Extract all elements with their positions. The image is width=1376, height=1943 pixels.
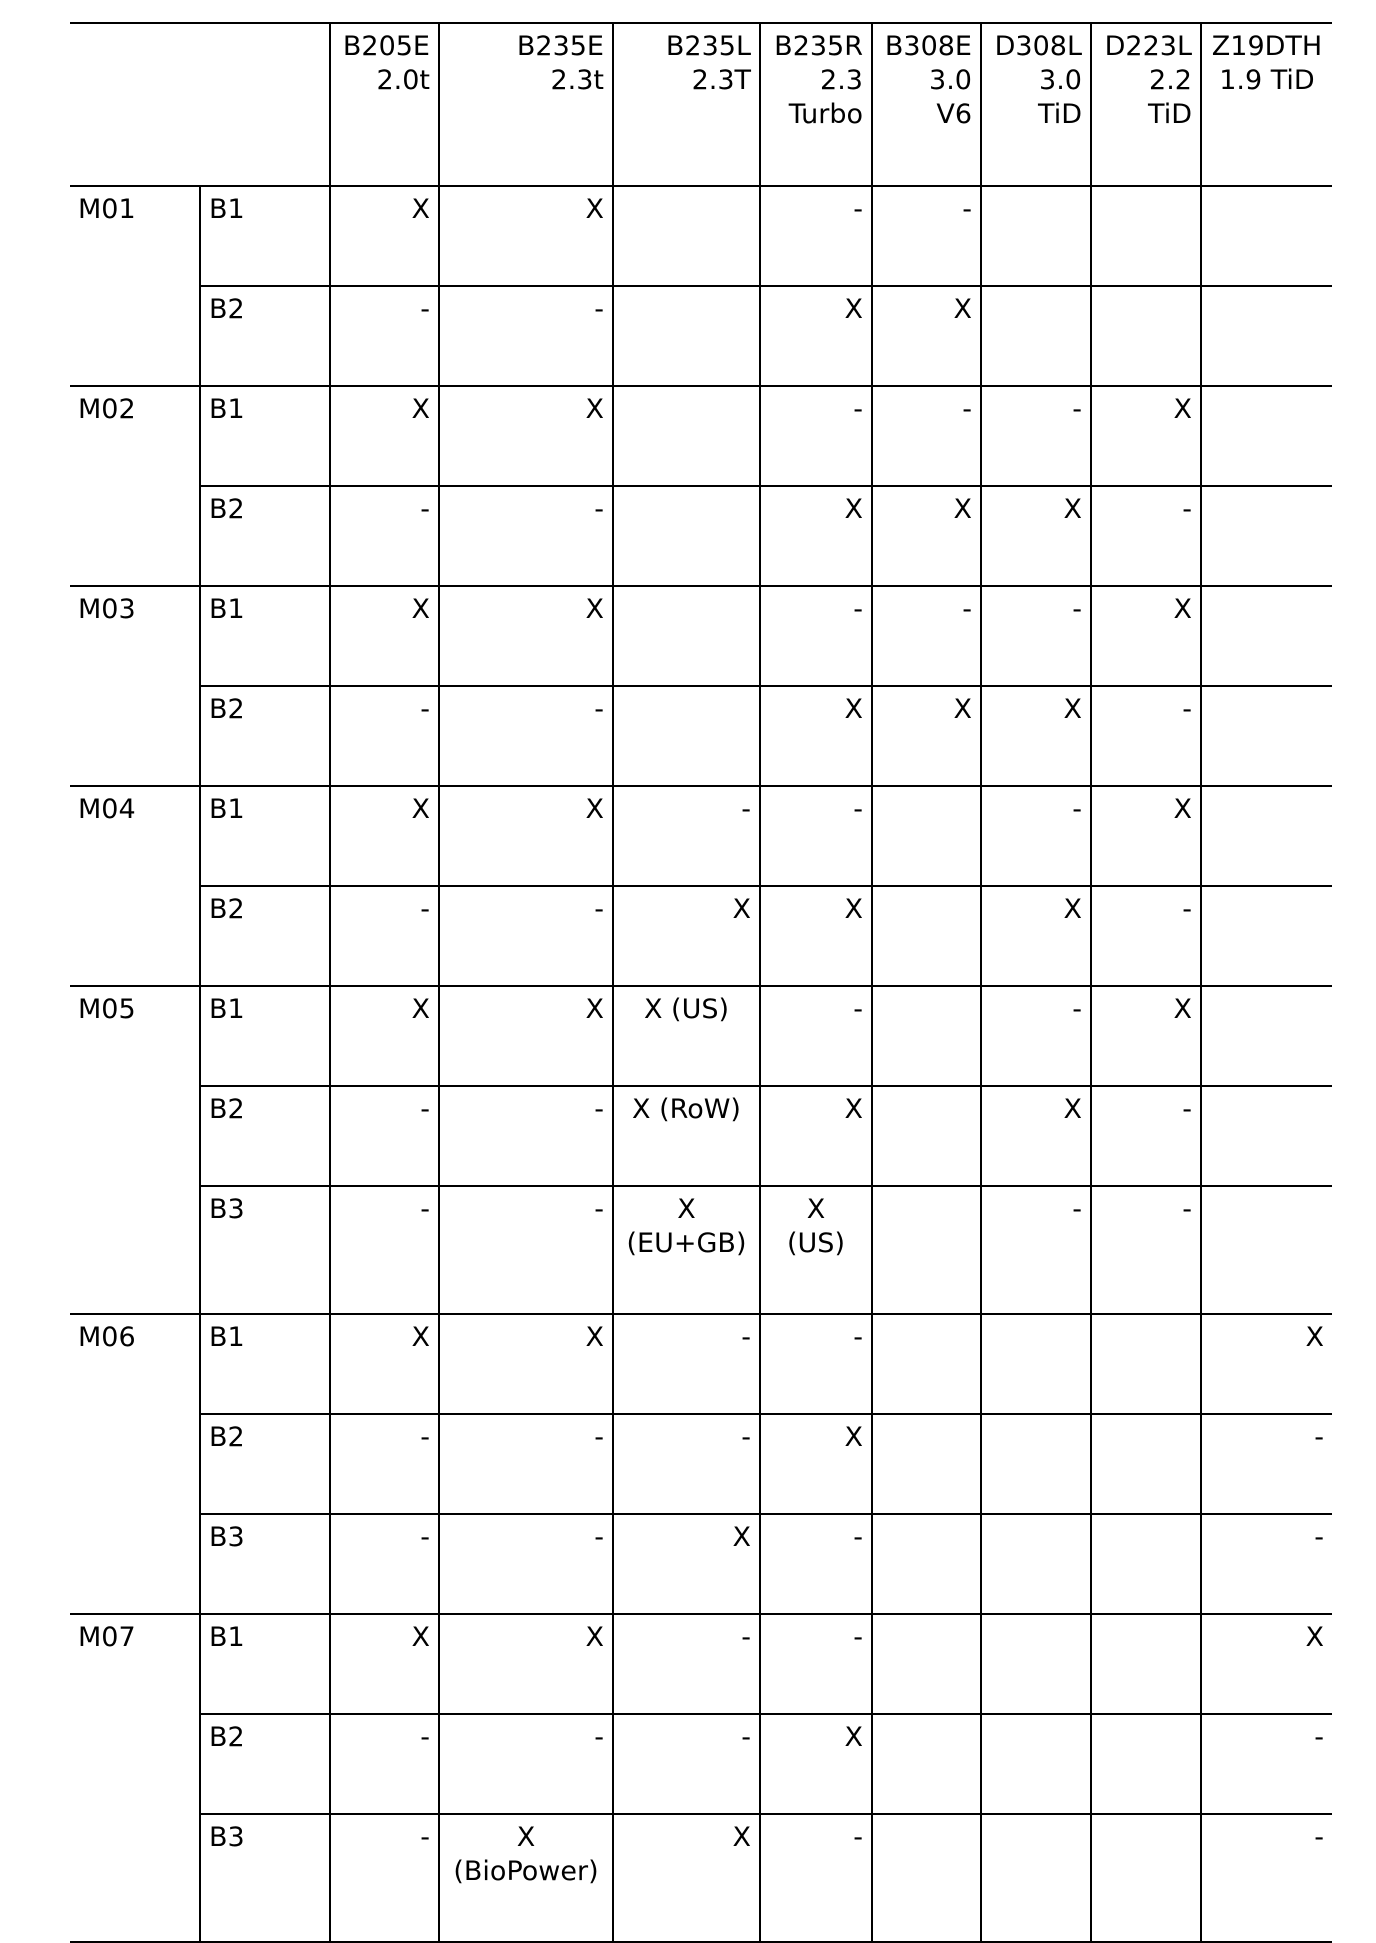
value-cell: - (760, 1814, 872, 1942)
value-cell: X (439, 386, 613, 486)
value-cell: X (US) (760, 1186, 872, 1314)
value-cell (872, 786, 981, 886)
variant-cell: B2 (200, 1086, 330, 1186)
value-cell: - (981, 1186, 1091, 1314)
model-cell: M01 (70, 186, 200, 386)
table-row (70, 1086, 1332, 1186)
value-cell: - (439, 286, 613, 386)
value-cell: X (439, 586, 613, 686)
value-cell (1091, 1314, 1201, 1414)
value-cell (981, 1814, 1091, 1942)
table-row (70, 386, 1332, 486)
value-cell: X (613, 1814, 760, 1942)
value-cell: - (1091, 1186, 1201, 1314)
value-cell (872, 1186, 981, 1314)
value-cell: X (613, 1514, 760, 1614)
value-cell: X (330, 586, 439, 686)
value-cell: X (330, 986, 439, 1086)
value-cell (1091, 186, 1201, 286)
value-cell: - (1091, 1086, 1201, 1186)
value-cell (1091, 1414, 1201, 1514)
value-cell: X (981, 686, 1091, 786)
value-cell (981, 1614, 1091, 1714)
value-cell (1201, 286, 1332, 386)
value-cell: - (330, 486, 439, 586)
table-row (70, 286, 1332, 386)
variant-cell: B1 (200, 1314, 330, 1414)
value-cell: - (330, 686, 439, 786)
value-cell: - (760, 786, 872, 886)
value-cell (1201, 386, 1332, 486)
value-cell: - (1201, 1814, 1332, 1942)
value-cell: X (1091, 586, 1201, 686)
table-row (70, 1414, 1332, 1514)
value-cell: X (872, 286, 981, 386)
value-cell (872, 1714, 981, 1814)
value-cell (872, 1314, 981, 1414)
value-cell (613, 486, 760, 586)
header-cell-b235r: B235R 2.3 Turbo (760, 23, 872, 186)
value-cell (1091, 1714, 1201, 1814)
model-cell: M04 (70, 786, 200, 986)
value-cell: X (872, 486, 981, 586)
value-cell: - (981, 786, 1091, 886)
value-cell: - (1201, 1414, 1332, 1514)
value-cell: X (BioPower) (439, 1814, 613, 1942)
value-cell: X (760, 1714, 872, 1814)
value-cell: X (1091, 386, 1201, 486)
value-cell: - (872, 386, 981, 486)
value-cell: - (330, 886, 439, 986)
value-cell: X (330, 186, 439, 286)
table-row (70, 1314, 1332, 1414)
value-cell: X (760, 1086, 872, 1186)
variant-cell: B1 (200, 986, 330, 1086)
table-row (70, 586, 1332, 686)
value-cell (1201, 886, 1332, 986)
table-row (70, 1514, 1332, 1614)
value-cell: - (613, 786, 760, 886)
table-row (70, 486, 1332, 586)
model-cell: M07 (70, 1614, 200, 1942)
value-cell (981, 1514, 1091, 1614)
value-cell: - (439, 1186, 613, 1314)
value-cell (1201, 786, 1332, 886)
value-cell: - (760, 986, 872, 1086)
value-cell: X (760, 686, 872, 786)
value-cell (613, 386, 760, 486)
variant-cell: B3 (200, 1514, 330, 1614)
value-cell (872, 1086, 981, 1186)
value-cell: - (1091, 486, 1201, 586)
value-cell: - (981, 986, 1091, 1086)
value-cell: - (760, 1314, 872, 1414)
value-cell: - (1091, 886, 1201, 986)
value-cell: - (760, 1514, 872, 1614)
table-row (70, 1186, 1332, 1314)
variant-cell: B3 (200, 1186, 330, 1314)
value-cell (1201, 586, 1332, 686)
value-cell: - (439, 1514, 613, 1614)
value-cell: X (760, 886, 872, 986)
value-cell: - (760, 586, 872, 686)
engine-compatibility-table (70, 22, 1332, 1943)
model-cell: M06 (70, 1314, 200, 1614)
value-cell (981, 286, 1091, 386)
table-row (70, 686, 1332, 786)
value-cell: - (613, 1614, 760, 1714)
variant-cell: B2 (200, 286, 330, 386)
variant-cell: B2 (200, 686, 330, 786)
value-cell: - (760, 1614, 872, 1714)
table-row (70, 986, 1332, 1086)
variant-cell: B2 (200, 486, 330, 586)
variant-cell: B3 (200, 1814, 330, 1942)
model-cell: M05 (70, 986, 200, 1314)
value-cell: X (981, 1086, 1091, 1186)
header-cell-b308e: B308E 3.0 V6 (872, 23, 981, 186)
table-row (70, 1614, 1332, 1714)
value-cell: - (439, 1414, 613, 1514)
value-cell: X (760, 1414, 872, 1514)
value-cell (981, 186, 1091, 286)
value-cell (872, 1814, 981, 1942)
value-cell (613, 686, 760, 786)
value-cell: X (330, 786, 439, 886)
value-cell: - (1201, 1514, 1332, 1614)
variant-cell: B2 (200, 886, 330, 986)
value-cell: X (439, 786, 613, 886)
header-row (70, 23, 1332, 186)
value-cell: X (872, 686, 981, 786)
value-cell (1201, 186, 1332, 286)
value-cell: X (981, 486, 1091, 586)
header-cell (70, 23, 200, 186)
value-cell: - (981, 586, 1091, 686)
value-cell (872, 886, 981, 986)
value-cell: - (760, 186, 872, 286)
value-cell: X (981, 886, 1091, 986)
value-cell (981, 1714, 1091, 1814)
value-cell: - (330, 1814, 439, 1942)
variant-cell: B1 (200, 786, 330, 886)
value-cell: - (872, 186, 981, 286)
value-cell: - (1201, 1714, 1332, 1814)
value-cell (1201, 486, 1332, 586)
value-cell: - (439, 1714, 613, 1814)
table-row (70, 786, 1332, 886)
value-cell: X (RoW) (613, 1086, 760, 1186)
value-cell: X (US) (613, 986, 760, 1086)
value-cell (1201, 1186, 1332, 1314)
value-cell (613, 286, 760, 386)
value-cell: X (330, 1314, 439, 1414)
value-cell: - (439, 686, 613, 786)
value-cell: - (872, 586, 981, 686)
value-cell: X (439, 1314, 613, 1414)
value-cell: - (330, 1414, 439, 1514)
header-cell-b235l: B235L 2.3T (613, 23, 760, 186)
table-row (70, 1714, 1332, 1814)
value-cell: - (981, 386, 1091, 486)
value-cell (872, 986, 981, 1086)
value-cell: - (613, 1714, 760, 1814)
value-cell (1201, 1086, 1332, 1186)
value-cell (981, 1414, 1091, 1514)
value-cell: X (1201, 1314, 1332, 1414)
variant-cell: B2 (200, 1714, 330, 1814)
value-cell (981, 1314, 1091, 1414)
table-row (70, 886, 1332, 986)
value-cell: X (613, 886, 760, 986)
value-cell (613, 586, 760, 686)
variant-cell: B1 (200, 586, 330, 686)
value-cell (1091, 1614, 1201, 1714)
value-cell: X (439, 986, 613, 1086)
header-cell-b235e: B235E 2.3t (439, 23, 613, 186)
value-cell: X (760, 486, 872, 586)
value-cell: X (439, 1614, 613, 1714)
value-cell: - (439, 486, 613, 586)
value-cell: X (330, 1614, 439, 1714)
value-cell: - (330, 286, 439, 386)
value-cell: X (1201, 1614, 1332, 1714)
value-cell (1091, 1514, 1201, 1614)
value-cell: - (439, 1086, 613, 1186)
header-cell-b205e: B205E 2.0t (330, 23, 439, 186)
variant-cell: B1 (200, 386, 330, 486)
value-cell: - (760, 386, 872, 486)
header-cell-d223l: D223L 2.2 TiD (1091, 23, 1201, 186)
value-cell: - (330, 1086, 439, 1186)
header-cell-d308l: D308L 3.0 TiD (981, 23, 1091, 186)
value-cell (872, 1414, 981, 1514)
value-cell (1201, 686, 1332, 786)
value-cell: X (439, 186, 613, 286)
value-cell: - (330, 1186, 439, 1314)
value-cell: X (1091, 986, 1201, 1086)
value-cell (872, 1514, 981, 1614)
table-row (70, 186, 1332, 286)
variant-cell: B1 (200, 1614, 330, 1714)
value-cell (1201, 986, 1332, 1086)
model-cell: M03 (70, 586, 200, 786)
value-cell (872, 1614, 981, 1714)
value-cell: - (330, 1514, 439, 1614)
variant-cell: B1 (200, 186, 330, 286)
value-cell: - (439, 886, 613, 986)
table-row (70, 1814, 1332, 1942)
variant-cell: B2 (200, 1414, 330, 1514)
model-cell: M02 (70, 386, 200, 586)
value-cell (1091, 1814, 1201, 1942)
value-cell (613, 186, 760, 286)
header-cell-z19dth: Z19DTH 1.9 TiD (1201, 23, 1332, 186)
value-cell: - (1091, 686, 1201, 786)
value-cell: - (613, 1414, 760, 1514)
value-cell: X (EU+GB) (613, 1186, 760, 1314)
value-cell (1091, 286, 1201, 386)
value-cell: X (760, 286, 872, 386)
value-cell: X (330, 386, 439, 486)
value-cell: - (613, 1314, 760, 1414)
value-cell: X (1091, 786, 1201, 886)
table-body (70, 186, 1332, 1942)
header-cell (200, 23, 330, 186)
value-cell: - (330, 1714, 439, 1814)
